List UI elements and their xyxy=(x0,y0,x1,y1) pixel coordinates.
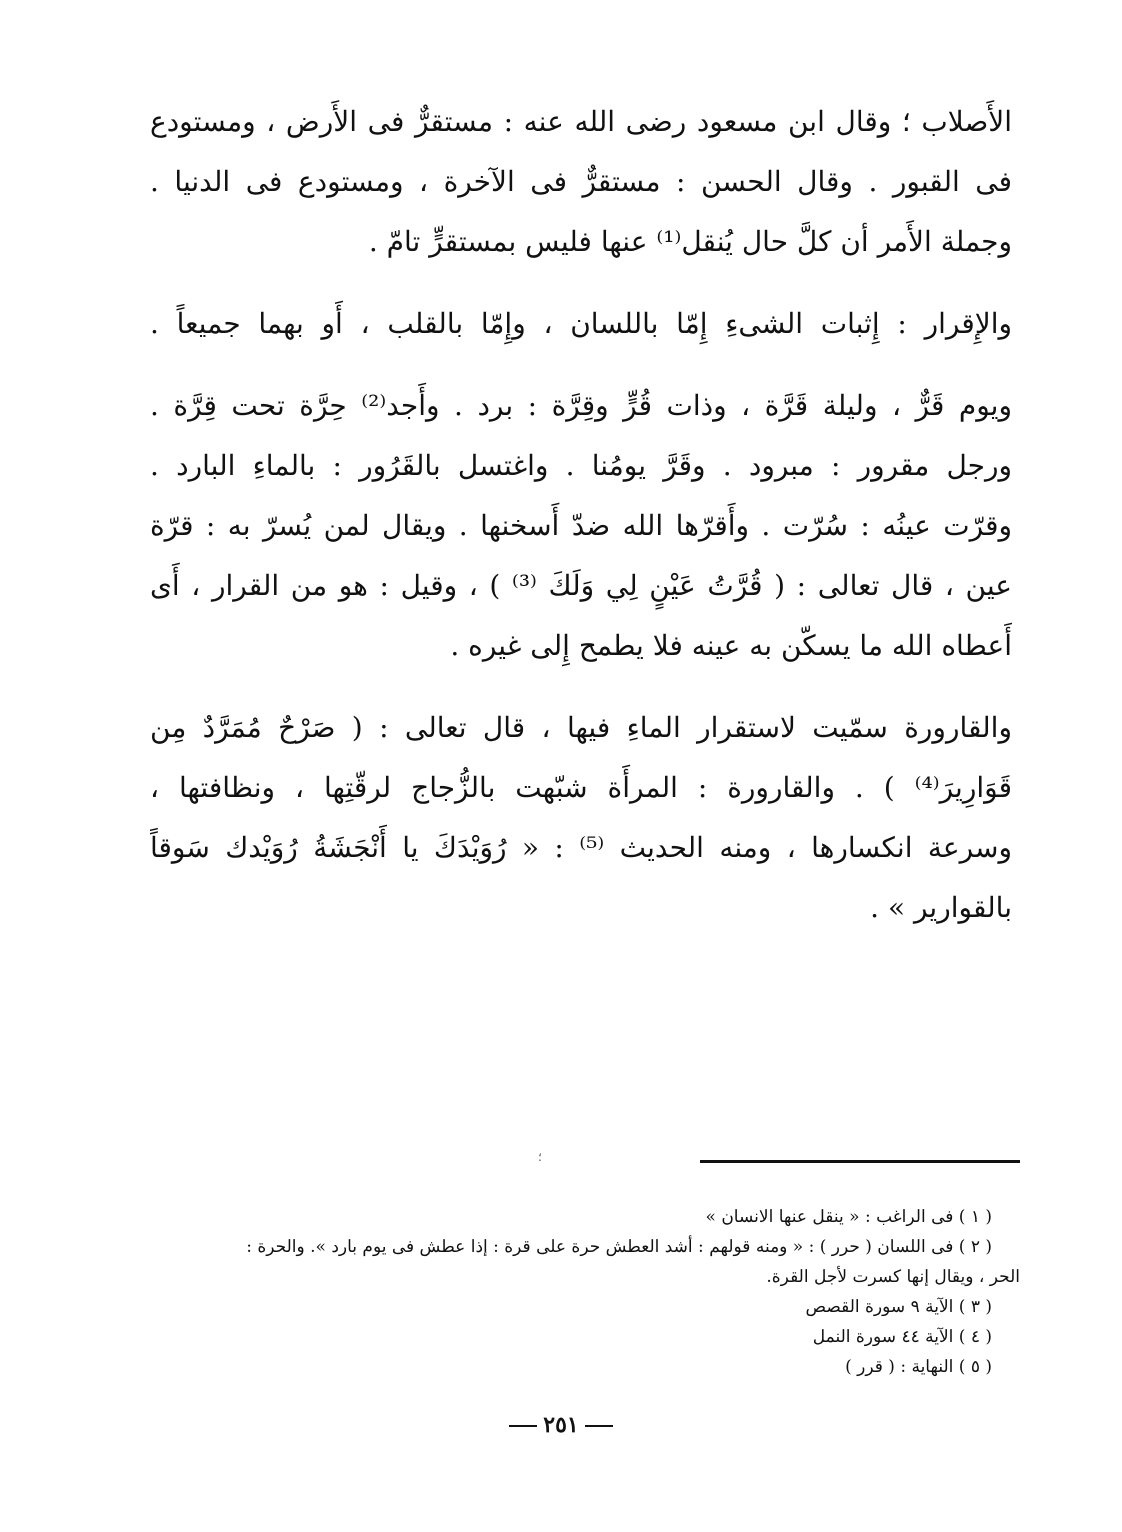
paragraph-gap xyxy=(150,676,1012,698)
text-line: أَعطاه الله ما يسكّن به عينه فلا يطمح إِلى غيره . xyxy=(450,629,1012,662)
footnote-separator xyxy=(700,1160,1020,1163)
dash-left xyxy=(509,1425,537,1427)
text-line: فى القبور . وقال الحسن : مستقرٌّ فى الآخرة ، ومستودع فى الدنيا . xyxy=(150,165,1012,198)
text-line: الأَصلاب ؛ وقال ابن مسعود رضى الله عنه : مستقرٌّ فى الأَرض ، ومستودع xyxy=(150,105,1012,138)
text-line: ورجل مقرور : مبرود . وقَرَّ يومُنا . واغتسل بالقَرُور : بالماءِ البارد . xyxy=(150,449,1012,482)
page-number-footer xyxy=(0,1412,1122,1438)
text-line: وقرّت عينُه : سُرّت . وأَقرّها الله ضدّ أَسخنها . ويقال لمن يُسرّ به : قرّة xyxy=(150,509,1012,542)
footnote: ( ١ ) فى الراغب : « ينقل عنها الانسان » xyxy=(705,1207,992,1227)
text-line: قَوَارِيرَ⁽⁴⁾ ) . والقارورة : المرأَة شبّهت بالزُّجاج لرقّتِها ، ونظافتها ، xyxy=(150,771,1012,804)
text-line: بالقوارير » . xyxy=(870,891,1012,924)
main-text xyxy=(150,92,1012,938)
paragraph-gap xyxy=(150,272,1012,294)
footnote-continuation: الحر ، ويقال إنها كسرت لأجل القرة. xyxy=(766,1267,1020,1287)
text-line: وجملة الأَمر أن كلَّ حال يُنقل⁽¹⁾ عنها فليس بمستقرٍّ تامّ . xyxy=(368,225,1012,258)
text-line: عين ، قال تعالى : ( قُرَّتُ عَيْنٍ لِي وَلَكَ ⁽³⁾ ) ، وقيل : هو من القرار ، أَى xyxy=(150,569,1012,602)
text-line: والإِقرار : إِثبات الشىءِ إِمّا باللسان ، وإِمّا بالقلب ، أَو بهما جميعاً . xyxy=(150,307,1012,340)
footnotes xyxy=(160,1202,1020,1382)
footnote: ( ٤ ) الآية ٤٤ سورة النمل xyxy=(812,1327,992,1347)
text-line: والقارورة سمّيت لاستقرار الماءِ فيها ، قال تعالى : ( صَرْحٌ مُمَرَّدٌ مِن xyxy=(150,711,1012,744)
footnote: ( ٥ ) النهاية : ( قرر ) xyxy=(845,1357,992,1377)
page-number: ٢٥١ xyxy=(543,1412,579,1438)
footnote: ( ٣ ) الآية ٩ سورة القصص xyxy=(805,1297,992,1317)
paragraph-gap xyxy=(150,354,1012,376)
footnote: ( ٢ ) فى اللسان ( حرر ) : « ومنه قولهم : أشد العطش حرة على قرة : إذا عطش فى يوم بارد ». والحرة : xyxy=(246,1237,992,1257)
text-line: ويوم قَرٌّ ، وليلة قَرَّة ، وذات قُرٍّ وقِرَّة : برد . وأَجد⁽²⁾ حِرَّة تحت قِرَّة . xyxy=(150,389,1012,422)
stray-mark: ؛ xyxy=(538,1150,542,1164)
dash-right xyxy=(585,1425,613,1427)
text-line: وسرعة انكسارها ، ومنه الحديث ⁽⁵⁾ : « رُوَيْدَكَ يا أَنْجَشَةُ رُوَيْدك سَوقاً xyxy=(150,831,1012,864)
